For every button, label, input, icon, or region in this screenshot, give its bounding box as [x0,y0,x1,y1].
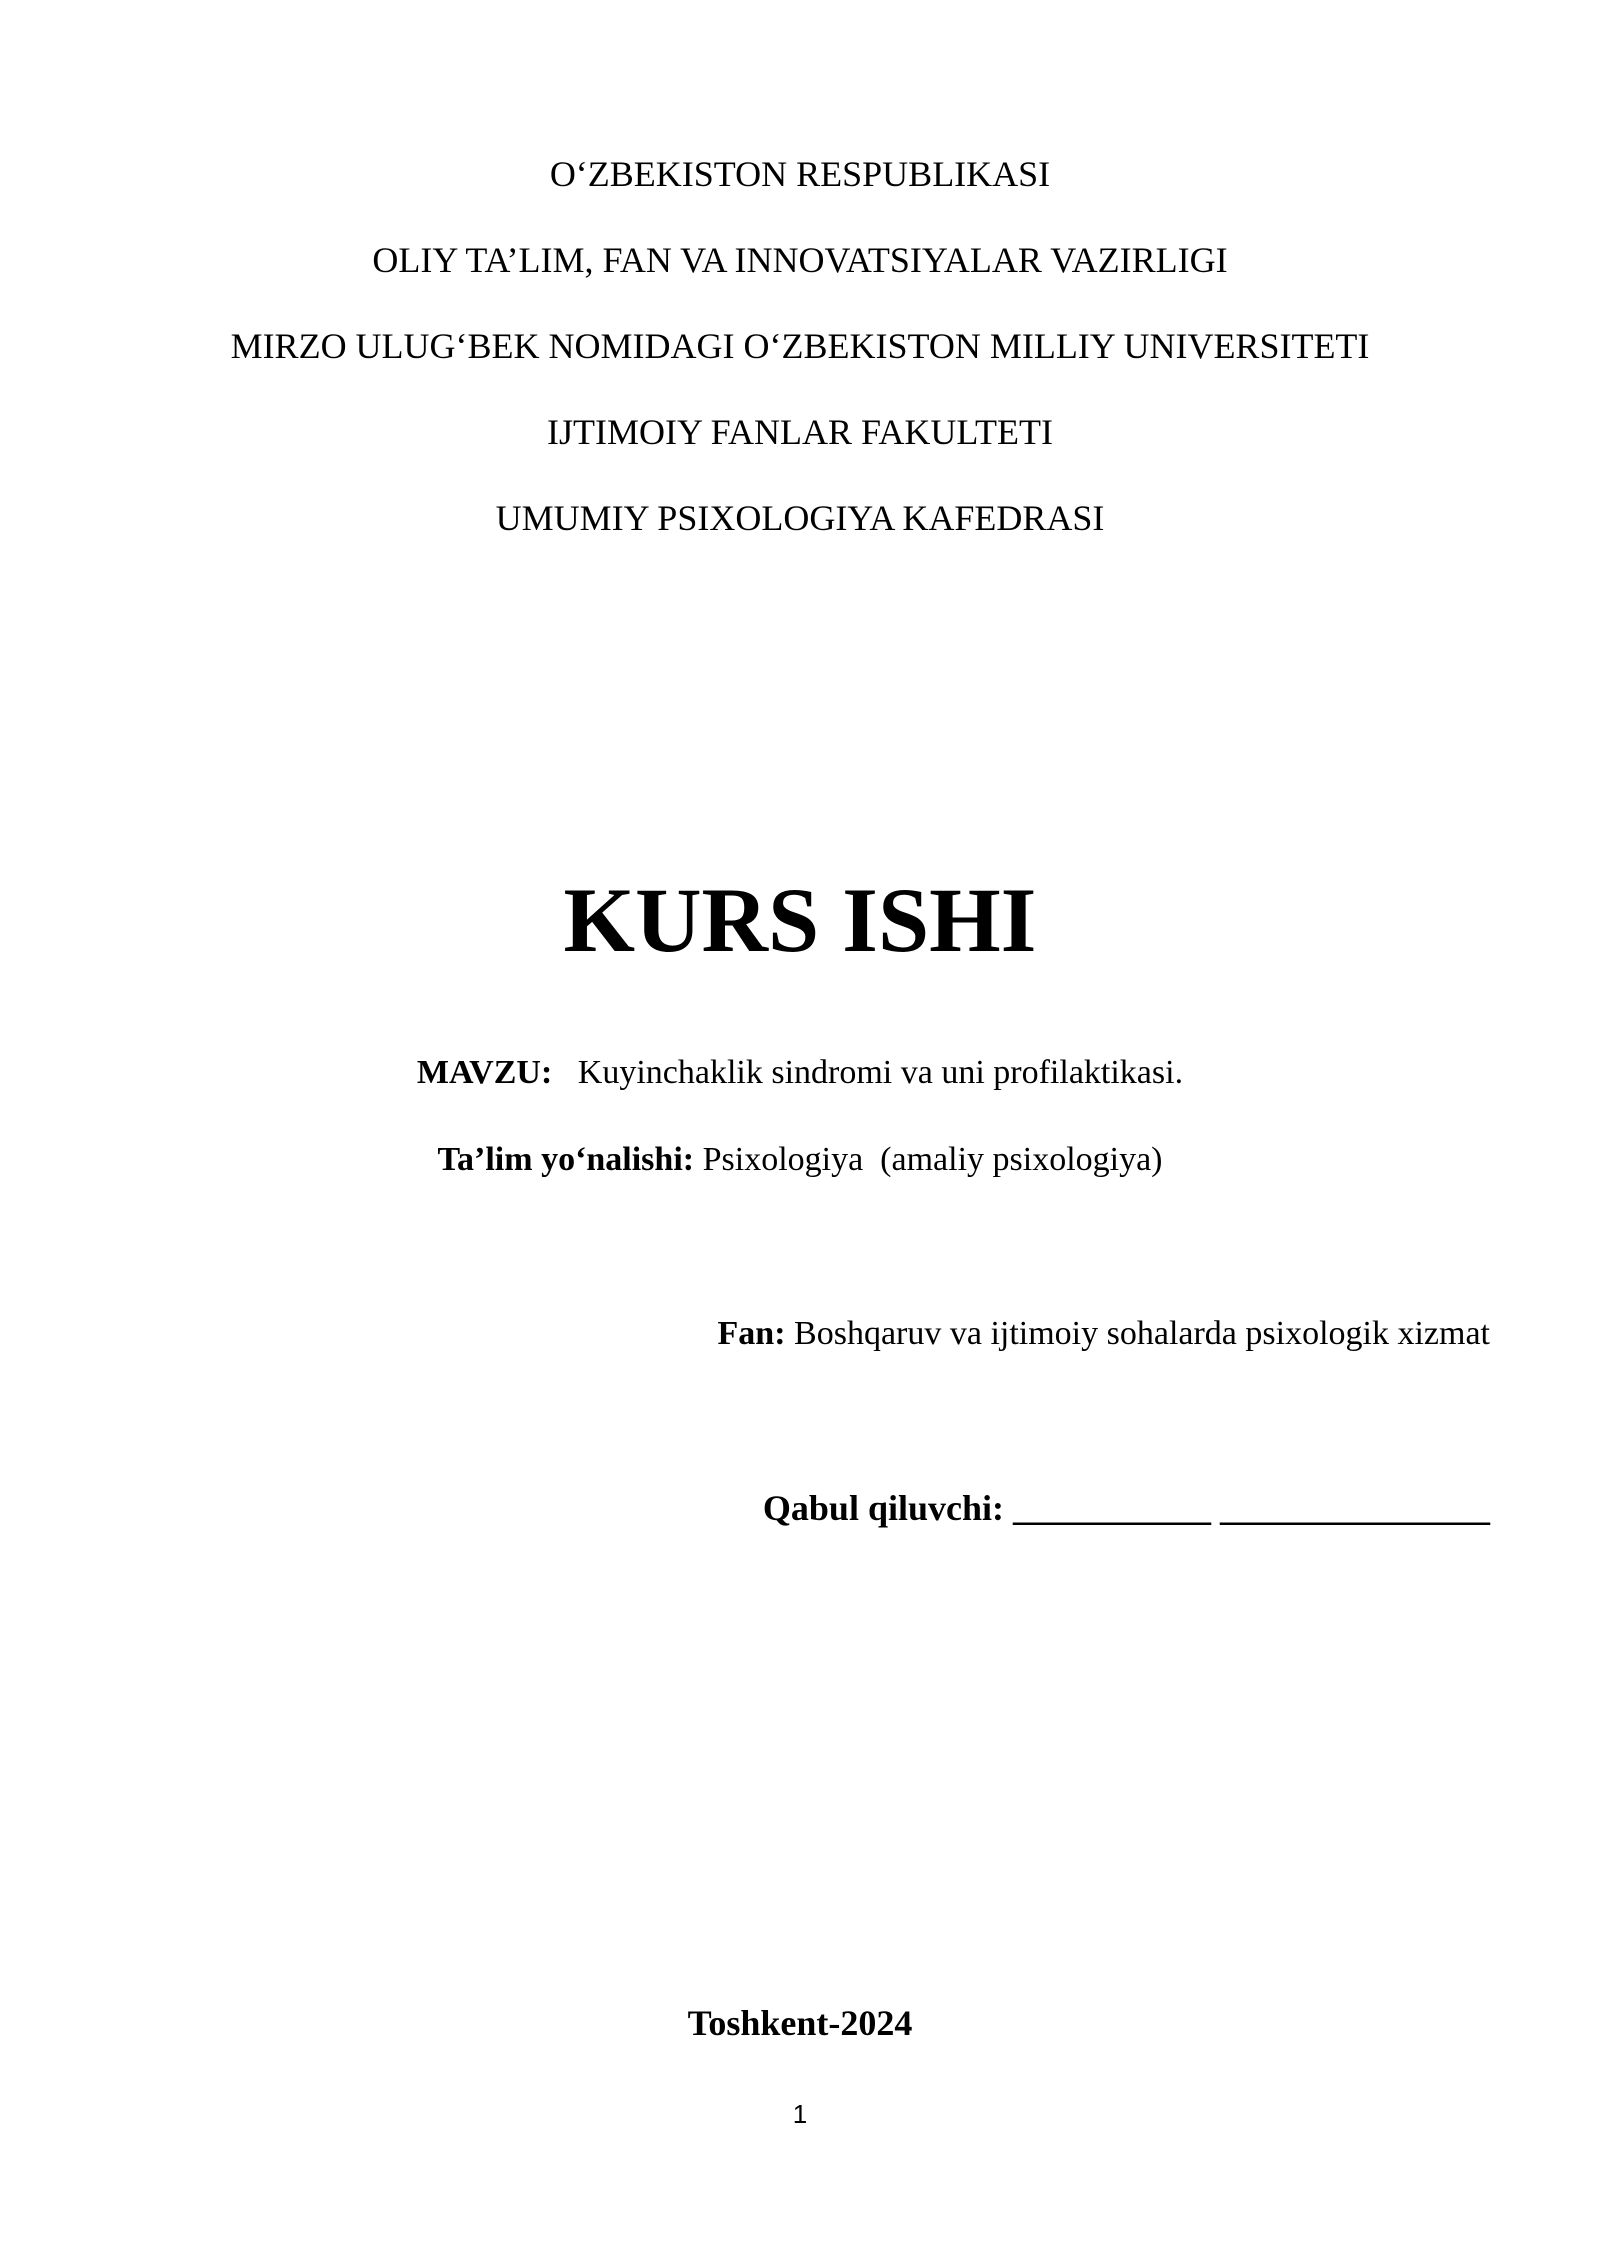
reviewer-line [763,1486,1490,1530]
department-heading: UMUMIY PSIXOLOGIYA KAFEDRASI [495,498,1105,538]
subject-line [718,1312,1490,1356]
subject-label: Fan: [717,1315,786,1352]
topic-label: MAVZU: [416,1054,553,1091]
page-number: 1 [792,2099,808,2129]
faculty-heading: IJTIMOIY FANLAR FAKULTETI [547,412,1053,452]
university-heading: MIRZO ULUG‘BEK NOMIDAGI O‘ZBEKISTON MILLIY UNIVERSITETI [230,326,1370,366]
direction-line [0,1138,1600,1182]
city-year: Toshkent-2024 [687,2003,913,2043]
country-heading: O‘ZBEKISTON RESPUBLIKASI [549,154,1051,194]
subject-value: Boshqaruv va ijtimoiy sohalarda psixologik xizmat [794,1315,1490,1352]
direction-label: Ta’lim yo‘nalishi: [437,1141,695,1178]
reviewer-blank: ___________ _______________ [1013,1488,1490,1528]
topic-line [0,1051,1600,1095]
document-title: KURS ISHI [563,869,1037,971]
ministry-heading: OLIY TA’LIM, FAN VA INNOVATSIYALAR VAZIRLIGI [372,240,1228,280]
reviewer-label: Qabul qiluvchi: [762,1488,1004,1528]
topic-value: Kuyinchaklik sindromi va uni profilaktikasi. [577,1054,1184,1091]
direction-value: Psixologiya (amaliy psixologiya) [702,1141,1163,1178]
